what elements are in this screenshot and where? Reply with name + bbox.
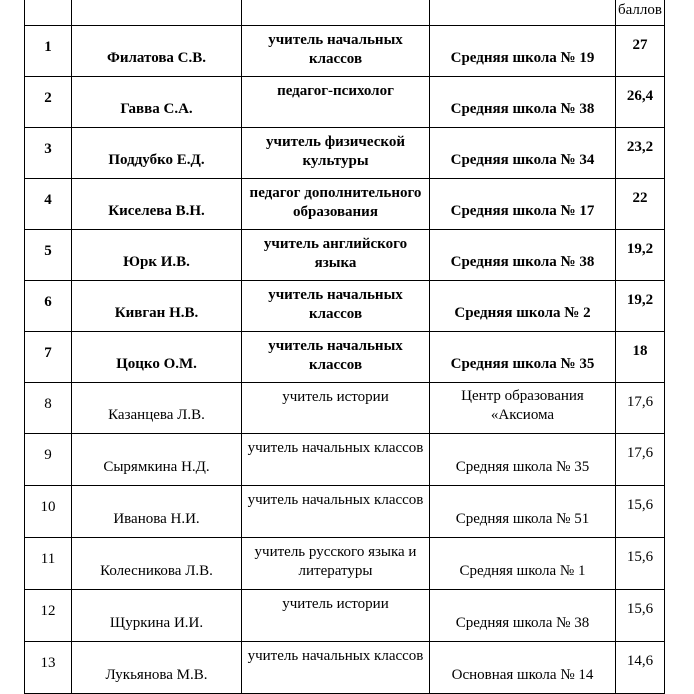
row-number: 13: [25, 642, 72, 694]
header-cell-score: баллов: [616, 0, 665, 26]
table-row: [25, 128, 665, 179]
row-number: 11: [25, 538, 72, 590]
participant-name: Колесникова Л.В.: [72, 538, 242, 590]
participant-school: Средняя школа № 35: [430, 332, 616, 383]
participant-score: 15,6: [616, 538, 665, 590]
participant-school: Средняя школа № 2: [430, 281, 616, 332]
participant-name: Киселева В.Н.: [72, 179, 242, 230]
participant-position: педагог-психолог: [242, 77, 430, 128]
participant-name: Гавва С.А.: [72, 77, 242, 128]
participant-score: 15,6: [616, 590, 665, 642]
row-number: 3: [25, 128, 72, 179]
row-number: 10: [25, 486, 72, 538]
participant-score: 22: [616, 179, 665, 230]
participant-school: Центр образования «Аксиома: [430, 383, 616, 434]
row-number: 9: [25, 434, 72, 486]
participant-school: Средняя школа № 51: [430, 486, 616, 538]
participant-score: 15,6: [616, 486, 665, 538]
participant-school: Средняя школа № 38: [430, 590, 616, 642]
participant-name: Юрк И.В.: [72, 230, 242, 281]
row-number: 7: [25, 332, 72, 383]
participant-position: учитель начальных классов: [242, 26, 430, 77]
table-row: [25, 281, 665, 332]
participant-score: 23,2: [616, 128, 665, 179]
participant-position: учитель начальных классов: [242, 434, 430, 486]
participant-name: Кивган Н.В.: [72, 281, 242, 332]
participant-score: 19,2: [616, 230, 665, 281]
participant-position: учитель начальных классов: [242, 281, 430, 332]
participant-name: Иванова Н.И.: [72, 486, 242, 538]
table-row: [25, 486, 665, 538]
participant-position: учитель русского языка и литературы: [242, 538, 430, 590]
participant-score: 19,2: [616, 281, 665, 332]
header-row: [25, 0, 665, 26]
participant-school: Средняя школа № 1: [430, 538, 616, 590]
participant-position: учитель английского языка: [242, 230, 430, 281]
table-row: [25, 642, 665, 694]
participant-school: Средняя школа № 19: [430, 26, 616, 77]
participant-school: Средняя школа № 35: [430, 434, 616, 486]
table-row: [25, 383, 665, 434]
participant-score: 14,6: [616, 642, 665, 694]
row-number: 2: [25, 77, 72, 128]
participant-school: Основная школа № 14: [430, 642, 616, 694]
row-number: 6: [25, 281, 72, 332]
table-row: [25, 230, 665, 281]
header-cell-position: [242, 0, 430, 26]
row-number: 5: [25, 230, 72, 281]
row-number: 12: [25, 590, 72, 642]
participant-position: учитель начальных классов: [242, 332, 430, 383]
participant-name: Лукьянова М.В.: [72, 642, 242, 694]
table-row: [25, 590, 665, 642]
participant-school: Средняя школа № 34: [430, 128, 616, 179]
participant-score: 17,6: [616, 383, 665, 434]
participant-position: учитель физической культуры: [242, 128, 430, 179]
participant-school: Средняя школа № 38: [430, 230, 616, 281]
results-table: [24, 0, 665, 694]
participant-name: Сырямкина Н.Д.: [72, 434, 242, 486]
participant-position: учитель истории: [242, 383, 430, 434]
row-number: 1: [25, 26, 72, 77]
participant-name: Казанцева Л.В.: [72, 383, 242, 434]
participant-position: учитель истории: [242, 590, 430, 642]
table-row: [25, 26, 665, 77]
table-row: [25, 179, 665, 230]
table-row: [25, 434, 665, 486]
header-cell-name: [72, 0, 242, 26]
participant-position: педагог дополнительного образования: [242, 179, 430, 230]
table-row: [25, 538, 665, 590]
participant-school: Средняя школа № 38: [430, 77, 616, 128]
participant-score: 27: [616, 26, 665, 77]
participant-name: Цоцко О.М.: [72, 332, 242, 383]
participant-school: Средняя школа № 17: [430, 179, 616, 230]
table-row: [25, 332, 665, 383]
row-number: 8: [25, 383, 72, 434]
participant-name: Щуркина И.И.: [72, 590, 242, 642]
participant-position: учитель начальных классов: [242, 486, 430, 538]
header-cell-num: [25, 0, 72, 26]
participant-score: 18: [616, 332, 665, 383]
participant-name: Филатова С.В.: [72, 26, 242, 77]
table-row: [25, 77, 665, 128]
row-number: 4: [25, 179, 72, 230]
participant-score: 26,4: [616, 77, 665, 128]
header-cell-school: [430, 0, 616, 26]
participant-position: учитель начальных классов: [242, 642, 430, 694]
participant-score: 17,6: [616, 434, 665, 486]
participant-name: Поддубко Е.Д.: [72, 128, 242, 179]
